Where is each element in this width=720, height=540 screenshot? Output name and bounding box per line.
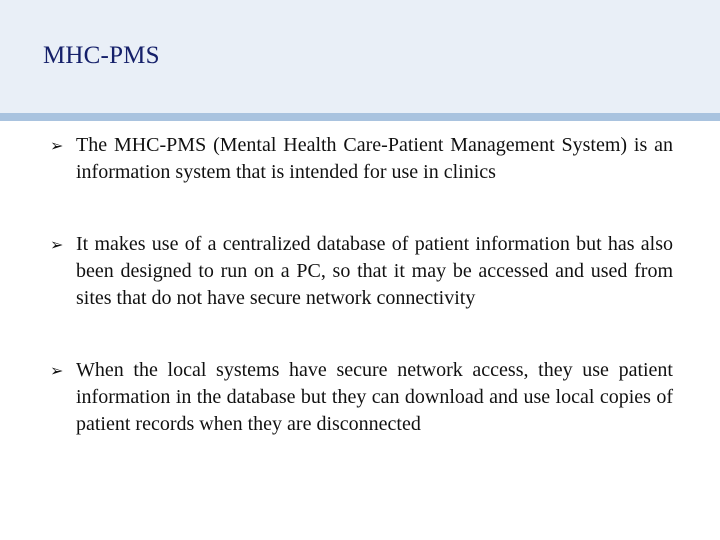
bullet-item — [50, 132, 673, 186]
title-divider — [0, 113, 720, 121]
bullet-text: The MHC-PMS (Mental Health Care-Patient Management System) is an information system that is intended for use in clinics — [76, 134, 673, 183]
bullet-text: It makes use of a centralized database of patient information but has also been designed to run on a PC, so that it may be accessed and used from sites that do not have secure network connectivity — [76, 233, 673, 309]
bullet-text: When the local systems have secure network access, they use patient information in the database but they can download and use local copies of patient records when they are disconnected — [76, 359, 673, 435]
bullet-item — [50, 357, 673, 438]
arrowhead-bullet-icon: ➢ — [50, 235, 64, 254]
bullet-list — [50, 132, 673, 438]
arrowhead-bullet-icon: ➢ — [50, 361, 64, 380]
bullet-item — [50, 231, 673, 312]
arrowhead-bullet-icon: ➢ — [50, 136, 64, 155]
slide-title: MHC-PMS — [43, 42, 160, 69]
